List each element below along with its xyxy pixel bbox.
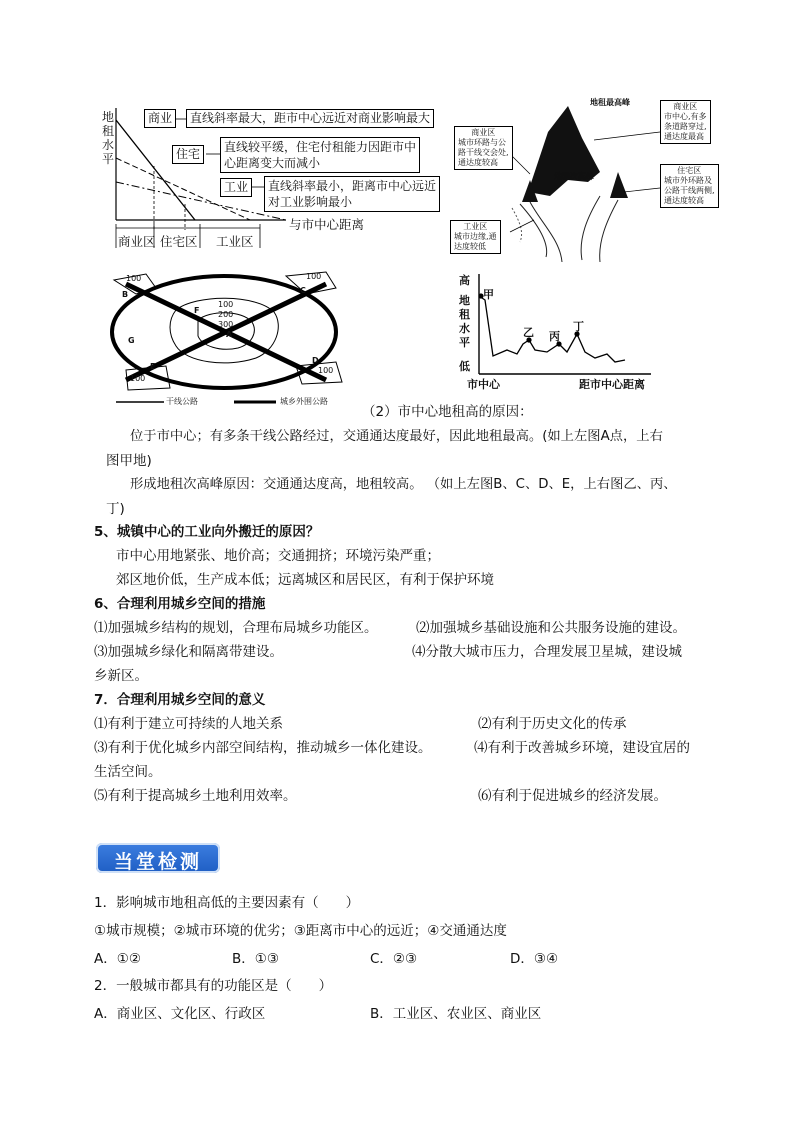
industry-box: 工业区 城市边缘,通 达度较低: [450, 220, 501, 254]
quiz-q1: 1．影响城市地租高低的主要因素有（ ）: [94, 895, 360, 911]
residential-box: 住宅区 城市外环路及 公路干线两侧, 通达度较高: [660, 164, 719, 208]
commerce-label: 商业: [144, 109, 176, 128]
quiz-q1-option-c: C．②③: [370, 951, 418, 967]
quiz-q1-factors: ①城市规模；②城市环境的优劣；③距离市中心的远近；④交通通达度: [94, 923, 507, 939]
center-box: 商业区 市中心,有多 条道路穿过, 通达度最高: [660, 100, 711, 144]
ring-100: 100: [218, 300, 234, 309]
q7-item-5: ⑸有利于提高城乡土地利用效率。: [94, 788, 297, 804]
map-label-c: C: [300, 286, 306, 295]
q6-item-1: ⑴加强城乡结构的规划，合理布局城乡功能区。: [94, 620, 378, 636]
map-label-b: B: [122, 290, 129, 299]
map-label-d: D: [312, 356, 319, 365]
y-top: 高: [459, 274, 470, 287]
q7-item-6: ⑹有利于促进城乡的经济发展。: [478, 788, 667, 804]
q6-title: 6、合理利用城乡空间的措施: [94, 596, 266, 612]
q6-item-2: ⑵加强城乡基础设施和公共服务设施的建设。: [416, 620, 686, 636]
map-label-g: G: [128, 336, 135, 345]
map-label-100-ne: 100: [306, 272, 322, 281]
q7-item-4-cont: 生活空间。: [94, 764, 162, 780]
point-yi: 乙: [523, 326, 534, 339]
q6-item-4-cont: 乡新区。: [94, 668, 148, 684]
map-label-f: F: [194, 306, 200, 315]
zone-commerce: 商业区: [118, 234, 156, 249]
p2-line1: 位于市中心；有多条干线公路经过，交通通达度最好，因此地租最高。(如上左图A点，上右: [130, 429, 663, 444]
q7-item-3: ⑶有利于优化城乡内部空间结构，推动城乡一体化建设。: [94, 740, 432, 756]
ring-200: 200: [218, 310, 234, 319]
map-label-a: A: [226, 330, 233, 339]
map-label-100-nw: 100: [126, 274, 142, 283]
fig1-xlabel: 与市中心距离: [289, 217, 365, 232]
ring-300: 300: [218, 320, 234, 329]
x-label: 距市中心距离: [579, 378, 645, 391]
residential-label: 住宅: [172, 145, 204, 164]
sub-peak-label: 地租次高峰: [554, 172, 594, 181]
fig1-ylabel: 地租水平: [102, 110, 115, 166]
p2-heading: （2）市中心地租高的原因：: [362, 404, 533, 420]
section-banner: [96, 843, 220, 873]
peak-label: 地租最高峰: [590, 98, 630, 107]
p3-line1: 形成地租次高峰原因：交通通达度高，地租较高。 （如上左图B、C、D、E，上右图乙、丙、: [130, 477, 677, 492]
section-banner-text: 当堂检测: [113, 851, 202, 873]
fig4-ylabel: 地租水平: [459, 294, 470, 349]
q5-title: 5、城镇中心的工业向外搬迁的原因？: [94, 524, 320, 540]
point-ding: 丁: [573, 320, 584, 333]
industry-note: 直线斜率最小，距离市中心远近 对工业影响最小: [264, 176, 440, 212]
zone-residential: 住宅区: [160, 234, 198, 249]
map-label-100-sw: 100: [130, 374, 146, 383]
industry-label: 工业: [220, 178, 252, 197]
quiz-q2-option-a: A．商业区、文化区、行政区: [94, 1006, 266, 1022]
ring-map-drawing: [106, 270, 356, 410]
quiz-q2-option-b: B．工业区、农业区、商业区: [370, 1006, 542, 1022]
quiz-q1-option-b: B．①③: [232, 951, 279, 967]
y-bottom: 低: [459, 360, 470, 373]
rent-peak-figure: [450, 92, 715, 264]
map-label-100-se: 100: [318, 366, 334, 375]
q7-title: 7．合理利用城乡空间的意义: [94, 692, 266, 708]
q7-item-1: ⑴有利于建立可持续的人地关系: [94, 716, 283, 732]
p2-line2: 图甲地): [106, 453, 152, 469]
map-label-e: E: [150, 362, 156, 371]
quiz-q2: 2．一般城市都具有的功能区是（ ）: [94, 978, 333, 994]
q6-item-4: ⑷分散大城市压力，合理发展卫星城，建设城: [412, 644, 682, 660]
q5-reason-b: 郊区地价低，生产成本低；远离城区和居民区，有利于保护环境: [116, 572, 494, 588]
point-bing: 丙: [549, 330, 560, 343]
p3-line2: 丁): [106, 501, 125, 517]
x-origin: 市中心: [467, 378, 500, 391]
legend-main-road: 干线公路: [166, 397, 198, 406]
commerce-note: 直线斜率最大，距市中心远近对商业影响最大: [186, 109, 434, 128]
rent-profile-chart: [455, 270, 665, 394]
q7-item-4: ⑷有利于改善城乡环境，建设宜居的: [474, 740, 690, 756]
bid-rent-figure: [100, 100, 440, 260]
q5-reason-a: 市中心用地紧张、地价高；交通拥挤；环境污染严重；: [116, 548, 440, 564]
zone-industry: 工业区: [216, 234, 254, 249]
city-ring-map: [106, 270, 356, 410]
quiz-q1-option-d: D．③④: [510, 951, 559, 967]
quiz-q1-option-a: A．①②: [94, 951, 141, 967]
commerce-box: 商业区 城市环路与公 路干线交会处, 通达度较高: [454, 126, 513, 170]
residential-note: 直线较平缓，住宅付租能力因距市中 心距离变大而减小: [220, 137, 420, 173]
q6-item-3: ⑶加强城乡绿化和隔离带建设。: [94, 644, 283, 660]
point-jia: 甲: [483, 288, 494, 301]
q7-item-2: ⑵有利于历史文化的传承: [478, 716, 627, 732]
legend-ring-road: 城乡外围公路: [280, 397, 328, 406]
